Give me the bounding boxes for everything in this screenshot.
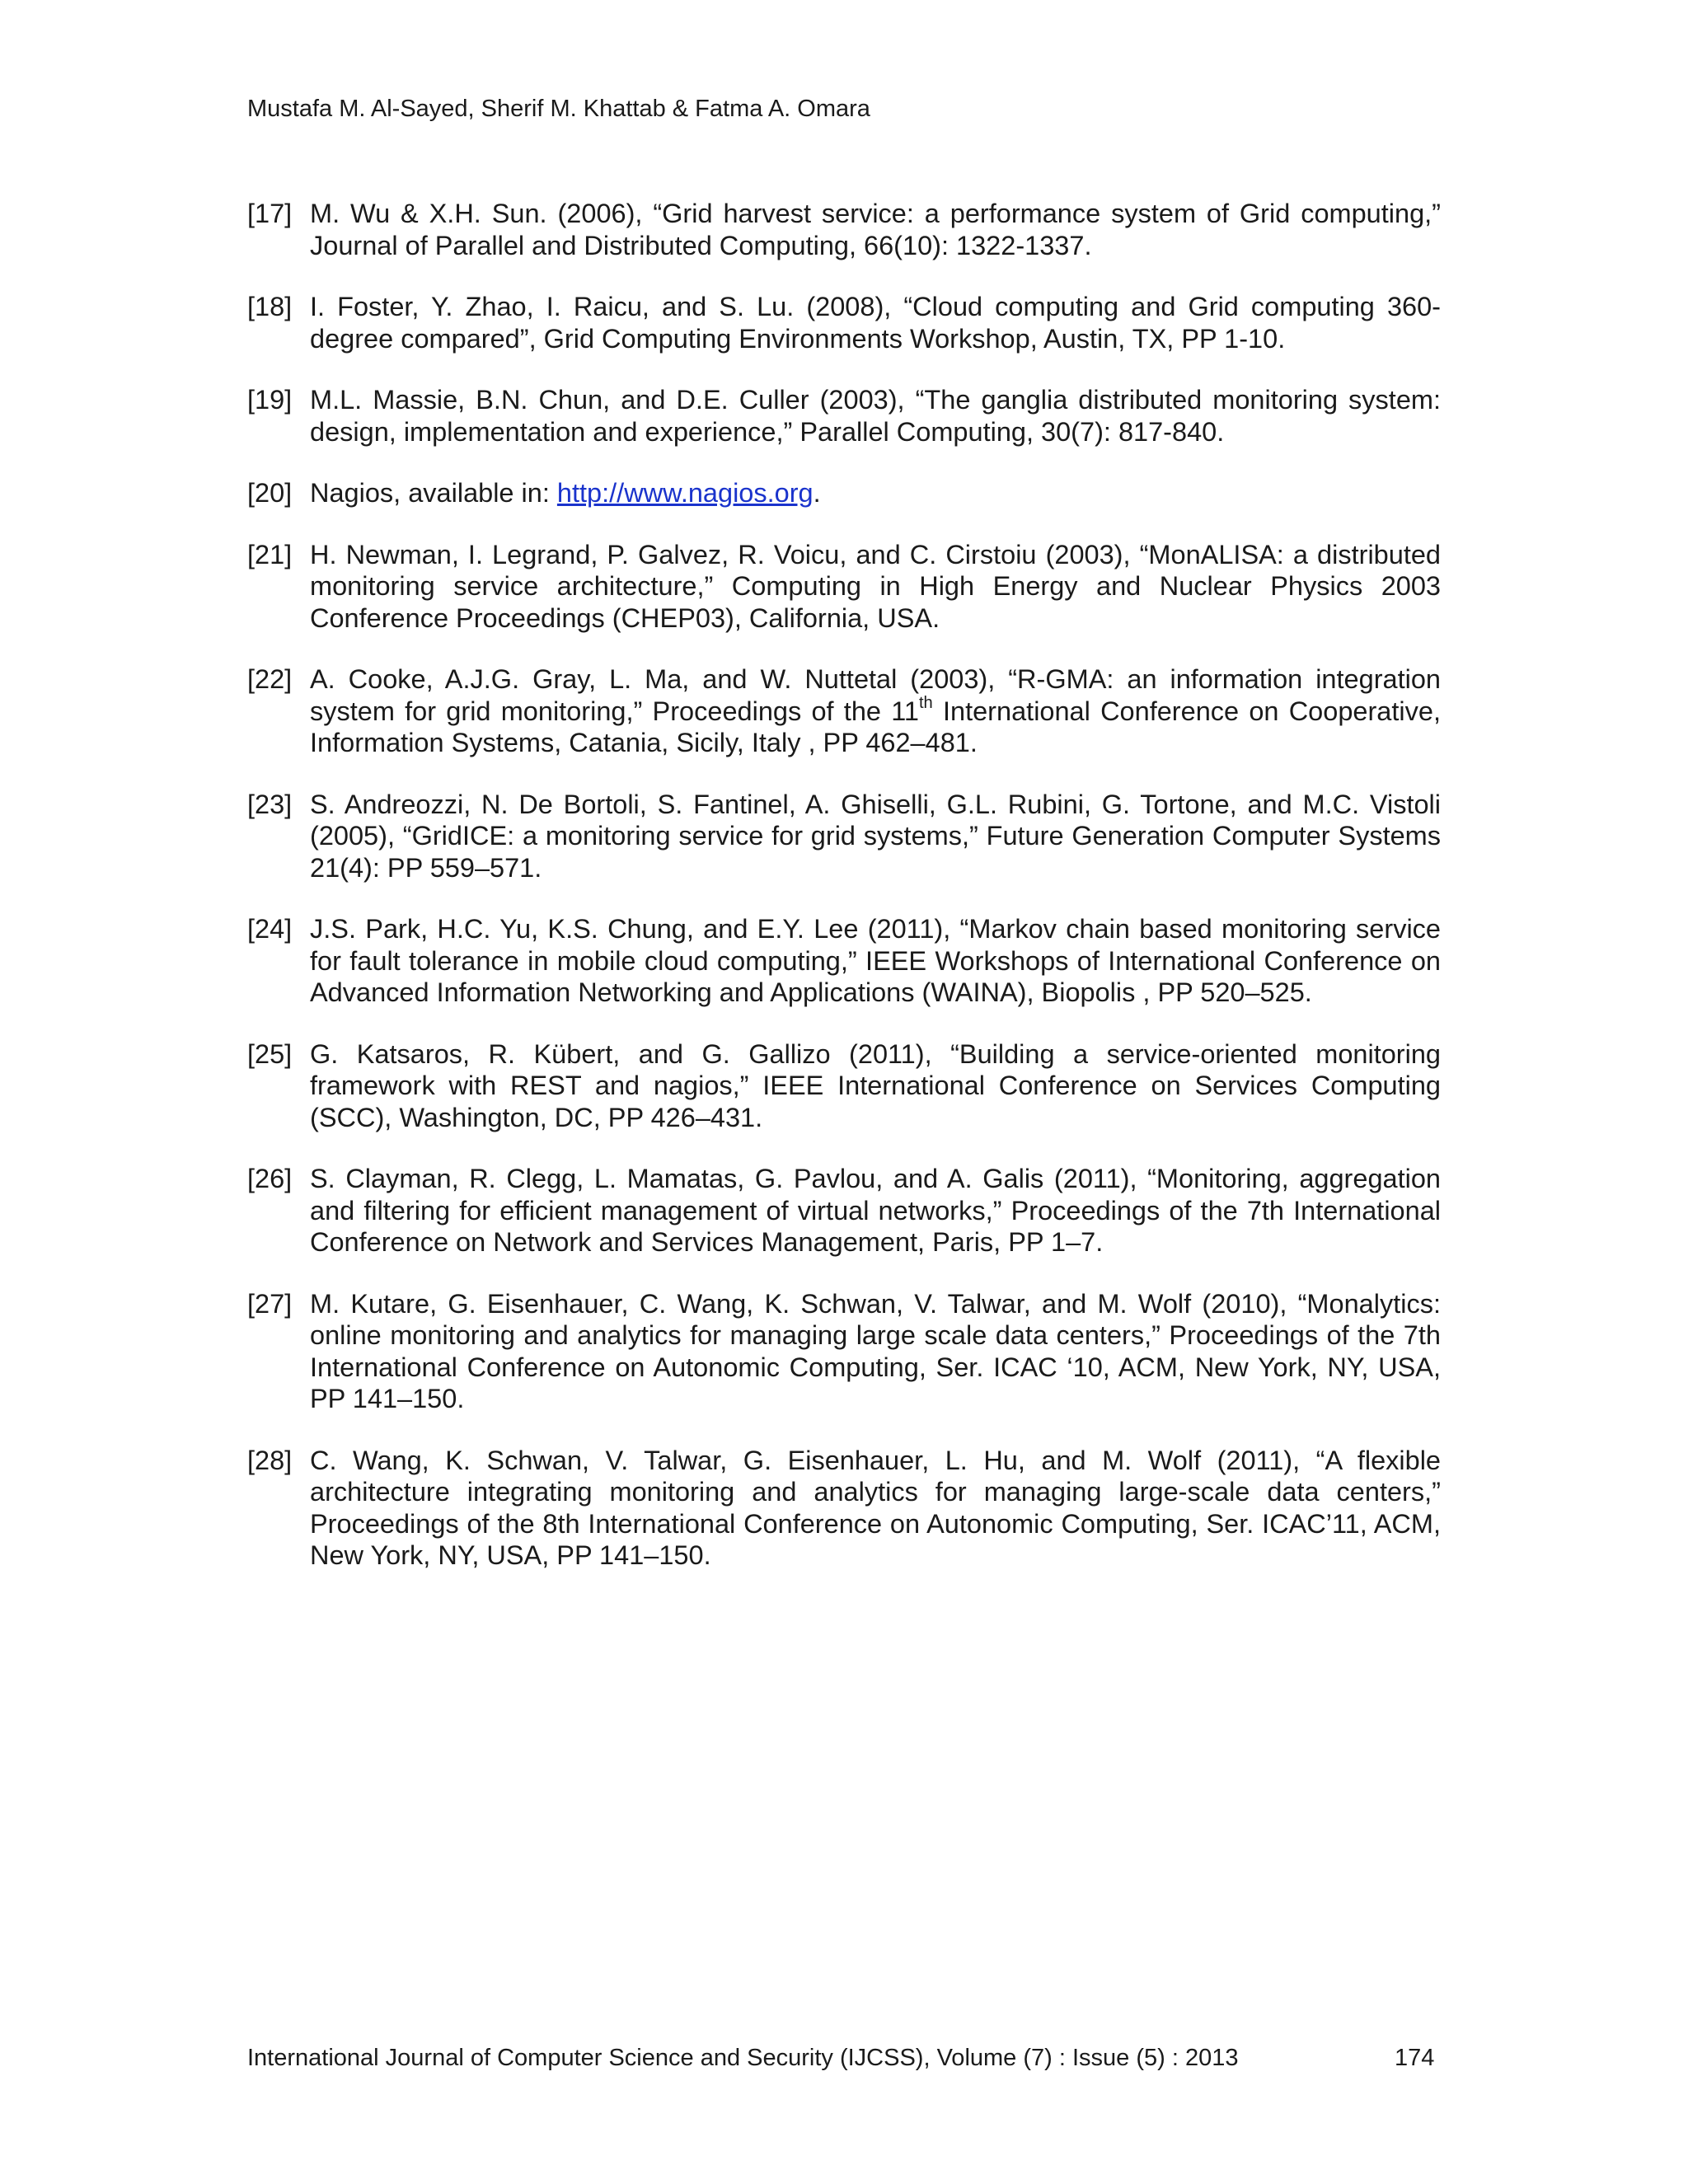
reference-item-17 (247, 198, 1441, 261)
reference-number: [25] (247, 1038, 293, 1069)
reference-list (247, 198, 1441, 1601)
reference-text: M.L. Massie, B.N. Chun, and D.E. Culler (2003), “The ganglia distributed monitoring system: design, implementation and experience,” Parallel Computing, 30(7): 817-840. (310, 385, 1441, 447)
reference-text-after-superscript: International Conference on Cooperative, Information Systems, Catania, Sicily, Italy , PP 462–481. (310, 696, 1441, 757)
reference-number: [18] (247, 292, 293, 321)
reference-number: [23] (247, 789, 293, 819)
footer-journal-citation: International Journal of Computer Science and Security (IJCSS), Volume (7) : Issue (5) : 2013 (247, 2045, 1239, 2071)
reference-text: I. Foster, Y. Zhao, I. Raicu, and S. Lu. (2008), “Cloud computing and Grid computing 360-degree compared”, Grid Computing Environments Workshop, Austin, TX, PP 1-10. (310, 292, 1441, 354)
reference-number: [22] (247, 664, 293, 694)
reference-item-25 (247, 1038, 1441, 1134)
page-number: 174 (1395, 2045, 1435, 2071)
reference-item-28 (247, 1445, 1441, 1572)
reference-item-27 (247, 1288, 1441, 1415)
reference-number: [21] (247, 539, 293, 569)
nagios-link[interactable]: http://www.nagios.org (556, 478, 814, 508)
reference-number: [28] (247, 1445, 293, 1475)
reference-text-before-link: Nagios, available in: (310, 478, 557, 508)
reference-item-24 (247, 913, 1441, 1009)
reference-text-before-superscript: A. Cooke, A.J.G. Gray, L. Ma, and W. Nuttetal (2003), “R-GMA: an information integration system for grid monitoring,” Proceedings of the 11 (310, 664, 1441, 726)
reference-number: [20] (247, 478, 293, 508)
reference-text: M. Wu & X.H. Sun. (2006), “Grid harvest service: a performance system of Grid computing,” Journal of Parallel and Distributed Computing, 66(10): 1322-1337. (310, 199, 1441, 260)
reference-text: H. Newman, I. Legrand, P. Galvez, R. Voicu, and C. Cirstoiu (2003), “MonALISA: a distributed monitoring service architecture,” Computing in High Energy and Nuclear Physics 2003 Conference Proceedings (CHEP03), California, USA. (310, 539, 1441, 633)
reference-number: [24] (247, 914, 293, 944)
reference-text: C. Wang, K. Schwan, V. Talwar, G. Eisenhauer, L. Hu, and M. Wolf (2011), “A flexible architecture integrating monitoring and analytics for managing large-scale data centers,” Proceedings of the 8th International Conference on Autonomic Computing, Ser. ICAC’11, ACM, New York, NY, USA, PP 141–150. (310, 1445, 1441, 1570)
reference-item-21 (247, 539, 1441, 635)
reference-number: [19] (247, 385, 293, 415)
reference-text: S. Clayman, R. Clegg, L. Mamatas, G. Pavlou, and A. Galis (2011), “Monitoring, aggregation and filtering for efficient management of virtual networks,” Proceedings of the 7th International Conference on Network and Services Management, Paris, PP 1–7. (310, 1164, 1441, 1257)
reference-number: [27] (247, 1288, 293, 1319)
reference-text (310, 663, 1441, 759)
reference-item-23 (247, 789, 1441, 884)
reference-number: [26] (247, 1164, 293, 1193)
reference-item-22 (247, 663, 1441, 759)
reference-item-26 (247, 1163, 1441, 1258)
reference-text (310, 477, 1441, 509)
reference-item-18 (247, 291, 1441, 354)
reference-text: G. Katsaros, R. Kübert, and G. Gallizo (2011), “Building a service-oriented monitoring framework with REST and nagios,” IEEE International Conference on Services Computing (SCC), Washington, DC, PP 426–431. (310, 1038, 1441, 1132)
reference-text: M. Kutare, G. Eisenhauer, C. Wang, K. Schwan, V. Talwar, and M. Wolf (2010), “Monalytics: online monitoring and analytics for managing large scale data centers,” Proceedings of the 7th International Conference on Autonomic Computing, Ser. ICAC ‘10, ACM, New York, NY, USA, PP 141–150. (310, 1288, 1441, 1413)
reference-text-after-link: . (813, 478, 821, 508)
reference-text: S. Andreozzi, N. De Bortoli, S. Fantinel, A. Ghiselli, G.L. Rubini, G. Tortone, and M.C. Vistoli (2005), “GridICE: a monitoring service for grid systems,” Future Generation Computer Systems 21(4): PP 559–571. (310, 789, 1441, 883)
reference-text: J.S. Park, H.C. Yu, K.S. Chung, and E.Y. Lee (2011), “Markov chain based monitoring service for fault tolerance in mobile cloud computing,” IEEE Workshops of International Conference on Advanced Information Networking and Applications (WAINA), Biopolis , PP 520–525. (310, 914, 1441, 1007)
reference-item-19 (247, 384, 1441, 448)
ordinal-superscript: th (918, 693, 933, 712)
running-header-authors: Mustafa M. Al-Sayed, Sherif M. Khattab & Fatma A. Omara (247, 96, 870, 122)
reference-number: [17] (247, 199, 293, 228)
reference-item-20 (247, 477, 1441, 509)
